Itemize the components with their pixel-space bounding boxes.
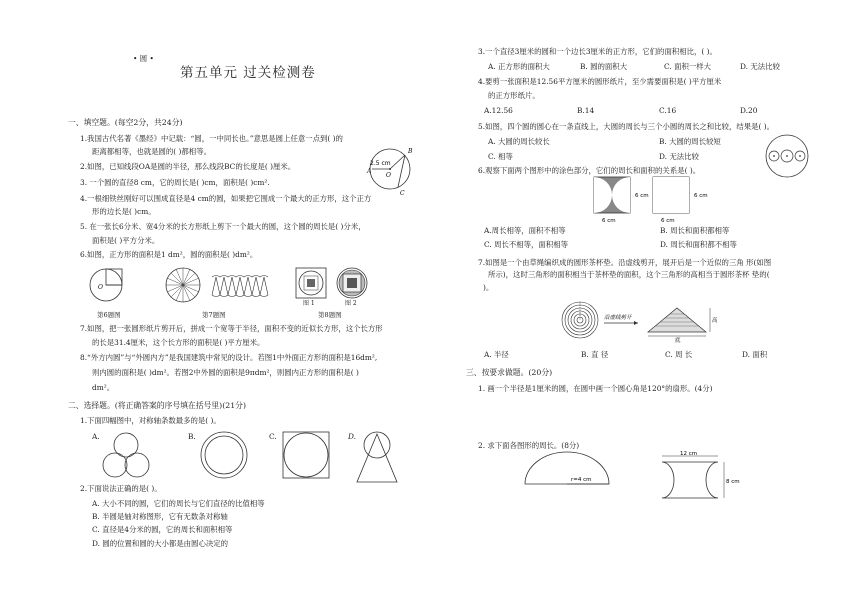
c7-base-label: 底: [675, 338, 681, 344]
choice-q5-figure: [764, 133, 810, 179]
choice-q6-a: A.周长相等，面积不相等: [484, 226, 566, 235]
fill-q8-line3: dm²。: [92, 383, 115, 392]
choice-q1-a: A.: [92, 432, 100, 441]
c6-dim-4: 6 cm: [661, 218, 675, 224]
choice-q4-line1: 4.要剪一张面积是12.56平方厘米的圆形纸片，至少需要面积是( )平方厘米: [478, 77, 722, 86]
fill-q8-line1: 8.“外方内圆”与“外圆内方”是我国建筑中常见的设计。若图1中外面正方形的面积是16dm²,: [80, 353, 378, 362]
fill-q5-line2: 面积是( )平方分米。: [92, 236, 160, 245]
choice-q6-c: C. 周长不相等，面积相等: [484, 240, 568, 249]
fill-q3: 3. 一个圆的直径8 cm，它的周长是( )cm，面积是( )cm².: [80, 178, 270, 187]
choice-q4-b: B.14: [577, 106, 595, 115]
choice-q2-a: A. 大小不同的圆，它们的周长与它们直径的比值相等: [92, 499, 265, 508]
section-fill-heading: 一、填空题。(每空2分，共24分): [68, 118, 183, 127]
choice-q1-figure-c: [282, 431, 330, 479]
section-choice-heading: 二、选择题。(将正确答案的序号填在括号里)(21分): [68, 401, 247, 410]
choice-q7-b: B. 直 径: [581, 350, 609, 359]
fill-q4-line1: 4.一根细铁丝刚好可以围成直径是4 cm的圆，如果把它围成一个最大的正方形，这个正方: [80, 194, 372, 203]
choice-q1-figure-a: [99, 430, 153, 482]
fill-q8-line2: 则内圆的面积是( )dm²。若图2中外圆的面积是9πdm²，则圆内正方形的面积是( ): [92, 368, 359, 377]
q2-label-length: 2.5 cm: [370, 160, 391, 167]
page-title: 第五单元 过关检测卷: [180, 65, 316, 81]
c7-cut-label: 沿虚线剪开: [604, 315, 632, 321]
choice-q5-d: D. 无法比较: [659, 152, 699, 161]
choice-q1-d: D.: [348, 432, 357, 441]
q2-label-a: A: [367, 168, 372, 175]
caption-q8-fig2: 图 2: [345, 300, 357, 307]
choice-q3-c: C. 面积一样大: [664, 62, 712, 71]
choice-q4-d: D.20: [740, 106, 758, 115]
choice-q7-line2: 所示)，这时三角形的面积相当于茶杯垫的面积，这个三角形的高相当于圆形茶杯 垫的(: [488, 270, 770, 279]
section-practice-heading: 三、按要求做题。(20分): [466, 368, 553, 377]
choice-q1-b: B.: [188, 432, 196, 441]
choice-q5-b: B. 大圆的周长较短: [659, 137, 721, 146]
practice-q2: 2. 求下面各图形的周长。(8分): [478, 441, 580, 450]
choice-q2-b: B. 半圆是轴对称图形，它有无数条对称轴: [92, 512, 228, 521]
choice-q6: 6.观察下面两个图形中的涂色部分，它们的周长和面积的关系是( )。: [478, 166, 701, 175]
caption-q8: 第8题图: [318, 311, 342, 319]
q2-label-b: B: [408, 148, 413, 155]
p2-width-label: 12 cm: [680, 451, 698, 457]
choice-q3-d: D. 无法比较: [740, 62, 780, 71]
p2-height-label: 8 cm: [726, 479, 740, 485]
choice-q7-d: D. 面积: [742, 350, 768, 359]
q2-label-o: O: [386, 172, 391, 179]
c6-dim-1: 6 cm: [635, 193, 649, 199]
choice-q5: 5.如图，四个圆的圆心在一条直线上，大圆的周长与三个小圆的周长之和比较，结果是( )。: [478, 122, 775, 131]
choice-q7-figure: [560, 298, 730, 342]
choice-q1: 1.下面四幅图中，对称轴条数最多的是( )。: [80, 416, 221, 425]
practice-q2-semicircle: [523, 450, 613, 486]
choice-q7-a: A. 半径: [484, 350, 509, 359]
choice-q7-c: C. 周 长: [665, 350, 693, 359]
fill-q2: 2.如图，已知线段OA是圆的半径，那么线段BC的长度是( )厘米。: [80, 162, 296, 171]
choice-q1-c: C.: [269, 432, 277, 441]
caption-q7: 第7题图: [202, 311, 226, 319]
practice-q2-concave-rect: [658, 452, 738, 504]
choice-q1-figure-b: [199, 430, 249, 480]
choice-q6-b: B. 周长和面积都相等: [660, 226, 730, 235]
choice-q5-a: A. 大圆的周长较长: [488, 137, 550, 146]
q2-circle-figure: [362, 143, 422, 195]
q7-circle-sectors: [163, 265, 203, 305]
fill-q7-line2: 的长是31.4厘米，这个长方形的面积是( )平方厘米。: [92, 338, 265, 347]
choice-q6-figure-2: [647, 175, 719, 225]
fill-q4-line2: 形的边长是( )cm。: [92, 207, 156, 216]
choice-q7-line1: 7.如图是一个由草绳编织成的圆形茶杯垫。沿虚线剪开，展开后是一个近似的三角 形(如图: [478, 258, 772, 267]
fill-q6: 6.如图，正方形的面积是1 dm²，圆的面积是( )dm²。: [80, 250, 258, 259]
choice-q3: 3.一个直径3厘米的圆和一个边长3厘米的正方形，它们的面积相比，( )。: [478, 47, 717, 56]
fill-q7-line1: 7.如图，把一张圆形纸片剪开后，拼成一个宽等于半径，面积不变的近似长方形，这个长方形: [80, 324, 383, 333]
q8-figure-2: [336, 267, 368, 299]
fill-q1-line1: 1.我国古代名著《墨经》中记载：“圆，一中同长也。”意思是圆上任意一点到( )的: [80, 134, 343, 143]
c6-dim-3: 6 cm: [694, 193, 708, 199]
q6-label-o: O: [98, 284, 103, 291]
choice-q2-c: C. 直径是4分米的圆，它的周长和面积相等: [92, 525, 233, 534]
fill-q5-line1: 5. 在一张长6分米、宽4分米的长方形纸上剪下一个最大的圆，这个圆的周长是( )分米，: [80, 222, 366, 231]
choice-q5-c: C. 相等: [488, 152, 513, 161]
q2-label-c: C: [400, 190, 405, 197]
choice-q4-a: A.12.56: [484, 106, 513, 115]
choice-q4-line2: 的正方形纸片。: [488, 91, 540, 100]
fill-q1-line2: 距离都相等，也就是圆的( )都相等。: [92, 147, 211, 156]
p2-radius-label: r=4 cm: [571, 477, 592, 483]
unit-tag: • 圆 •: [133, 54, 154, 63]
caption-q6: 第6题图: [97, 311, 121, 319]
q7-zigzag-rectangle: [210, 275, 270, 299]
choice-q1-figure-d: [355, 430, 399, 486]
q6-figure: [88, 265, 128, 305]
choice-q6-d: D. 周长和面积都不相等: [660, 240, 737, 249]
practice-q1: 1. 画一个半径是1厘米的圆，在圆中画一个圆心角是120°的扇形。(4分): [478, 384, 713, 393]
choice-q4-c: C.16: [659, 106, 677, 115]
choice-q7-line3: )。: [483, 283, 494, 292]
c7-height-label: 高: [712, 318, 718, 324]
choice-q3-a: A. 正方形的面积大: [488, 62, 550, 71]
choice-q2-d: D. 圆的位置和圆的大小都是由圆心决定的: [92, 539, 229, 548]
c6-dim-2: 6 cm: [602, 218, 616, 224]
caption-q8-fig1: 图 1: [303, 300, 315, 307]
choice-q2: 2.下面说法正确的是( )。: [80, 484, 162, 493]
q8-figure-1: [295, 267, 327, 299]
choice-q3-b: B. 圆的面积大: [580, 62, 628, 71]
